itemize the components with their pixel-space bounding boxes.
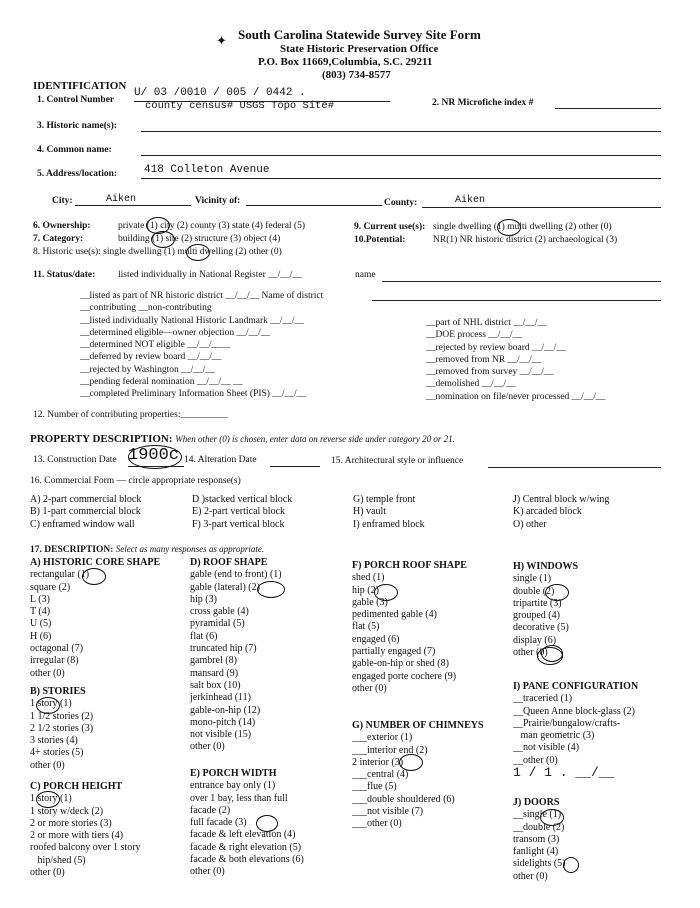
microfiche-label: 2. NR Microfiche index # <box>432 98 534 108</box>
identification-heading: IDENTIFICATION <box>33 80 127 92</box>
control-number-sublabels: county census# USGS Topo Site# <box>145 100 335 112</box>
construction-label: 13. Construction Date <box>33 455 117 465</box>
property-heading: PROPERTY DESCRIPTION: When other (0) is chosen, enter data on reverse side under category 20 or 21. <box>30 433 455 445</box>
city-label: City: <box>52 196 73 206</box>
status-name-label: name <box>355 270 376 280</box>
category-label: 7. Category: <box>33 234 84 244</box>
potential-label: 10.Potential: <box>354 235 406 245</box>
control-number-value[interactable]: U/ 03 /0010 / 005 / 0442 . <box>134 87 306 99</box>
common-name-label: 4. Common name: <box>37 145 112 155</box>
circle-mark <box>256 815 278 832</box>
historic-name-label: 3. Historic name(s): <box>37 121 117 131</box>
historic-use: 8. Historic use(s): single dwelling (1) multi dwelling (2) other (0) <box>33 247 282 257</box>
circle-mark <box>186 244 210 261</box>
potential-options: NR(1) NR historic district (2) archaeological (3) <box>433 235 618 245</box>
circle-mark <box>545 584 569 601</box>
office-phone: (803) 734-8577 <box>322 69 391 81</box>
windows-section: H) WINDOWS single (1) double (2) tripartite (3) grouped (4) decorative (5) display (6) other (0) <box>513 561 579 659</box>
circle-mark <box>36 791 60 808</box>
status-left-list: __listed as part of NR historic district __/__/__ Name of district __contributing __non-contributing __listed individually National Historic Landmark __/__/__ __determined eligible—owner objection __/__/__ __determined NOT eligible __/__/____ __deferred by review board __/__/__ __rejected by Washington __/__/__ __pending federal nomination __/__/__ __ __completed Preliminary Information Sheet (PIS) __/__/__ <box>80 291 324 400</box>
county-value[interactable]: Aiken <box>455 195 486 206</box>
commercial-col-2: D )stacked vertical block E) 2-part vertical block F) 3-part vertical block <box>192 494 293 530</box>
doors-section: J) DOORS __single (1) __double (2) transom (3) fanlight (4) sidelights (5) other (0) <box>513 797 566 882</box>
office-name: State Historic Preservation Office <box>280 43 439 55</box>
office-address: P.O. Box 11669,Columbia, S.C. 29211 <box>258 56 433 68</box>
description-label: 17. DESCRIPTION: Select as many responses as appropriate. <box>30 544 265 555</box>
seal-mark: ✦ <box>216 33 227 48</box>
current-use-label: 9. Current use(s): <box>354 222 426 232</box>
circle-mark <box>151 231 175 248</box>
roof-shape-section: D) ROOF SHAPE gable (end to front) (1) gable (lateral) (2) hip (3) cross gable (4) pyramidal (5) flat (6) truncated hip (7) gambrel (8) mansard (9) salt box (10) jerkinhead (11) gable-on-hip (12) mono-pitch (14) not visible (15) other (0) <box>190 557 282 753</box>
circle-mark <box>257 581 285 598</box>
circle-mark <box>128 445 182 469</box>
vicinity-label: Vicinity of: <box>195 196 241 206</box>
category-options: building (1) site (2) structure (3) object (4) <box>118 234 281 244</box>
county-label: County: <box>384 198 418 208</box>
porch-height-section: C) PORCH HEIGHT 1 story (1) 1 story w/deck (2) 2 or more stories (3) 2 or more with tiers (4) roofed balcony over 1 story hip/shed (5) other (0) <box>30 781 141 879</box>
address-label: 5. Address/location: <box>37 169 118 179</box>
ownership-label: 6. Ownership: <box>33 221 91 231</box>
status-label: 11. Status/date: <box>33 270 96 280</box>
chimneys-section: G) NUMBER OF CHIMNEYS ___exterior (1) ___interior end (2) 2 interior (3) ___central (4) ___flue (5) ___double shouldered (6) ___not visible (7) ___other (0) <box>352 720 484 830</box>
circle-mark <box>537 647 563 665</box>
alteration-label: 14. Alteration Date <box>184 455 257 465</box>
commercial-col-1: A) 2-part commercial block B) 1-part commercial block C) enframed window wall <box>30 494 142 530</box>
control-number-label: 1. Control Number <box>37 95 115 105</box>
city-value[interactable]: Aiken <box>106 194 137 205</box>
status-first: listed individually in National Register __/__/__ <box>118 270 302 280</box>
form-title: South Carolina Statewide Survey Site Form <box>238 27 481 42</box>
commercial-col-4: J) Central block w/wing K) arcaded block O) other <box>513 494 610 530</box>
stories-section: B) STORIES 1 story (1) 1 1/2 stories (2) 2 1/2 stories (3) 3 stories (4) 4+ stories (5) other (0) <box>30 686 94 771</box>
current-use-options: single dwelling (1) multi dwelling (2) other (0) <box>433 222 612 232</box>
historic-core-section: A) HISTORIC CORE SHAPE rectangular (1) square (2) L (3) T (4) U (5) H (6) octagonal (7) irregular (8) other (0) <box>30 557 161 679</box>
porch-width-section: E) PORCH WIDTH entrance bay only (1) over 1 bay, less than full facade (2) full facade (3) facade & left elevation (4) facade & right elevation (5) facade & both elevations (6) other (0) <box>190 768 304 878</box>
commercial-col-3: G) temple front H) vault I) enframed block <box>353 494 425 530</box>
porch-roof-section: F) PORCH ROOF SHAPE shed (1) hip (2) gable (3) pedimented gable (4) flat (5) engaged (6) partially engaged (7) gable-on-hip or shed (8) engaged porte cochere (9) other (0) <box>352 560 467 694</box>
circle-mark <box>540 809 564 826</box>
address-value[interactable]: 418 Colleton Avenue <box>144 164 270 176</box>
ownership-options: private (1) city (2) county (3) state (4) federal (5) <box>118 221 306 231</box>
circle-mark <box>497 219 521 236</box>
circle-mark <box>82 568 106 585</box>
circle-mark <box>374 584 398 601</box>
status-right-list: __part of NHL district __/__/__ __DOE process __/__/__ __rejected by review board __/__/__ __removed from NR __/__/__ __removed from survey __/__/__ __demolished __/__/__ __nomination on file/never processed __/__/__ <box>426 318 606 402</box>
commercial-form-label: 16. Commercial Form — circle appropriate response(s) <box>30 476 241 486</box>
circle-mark <box>563 857 579 873</box>
contributing-properties: 12. Number of contributing properties:__________ <box>33 410 228 420</box>
circle-mark <box>399 754 423 771</box>
construction-value[interactable]: 1900c <box>128 446 180 465</box>
circle-mark <box>36 697 60 714</box>
pane-section: I) PANE CONFIGURATION __traceried (1) __Queen Anne block-glass (2) __Prairie/bungalow/crafts- man geometric (3) __not visible (4) __other (0) 1 / 1 . __/__ <box>513 681 639 781</box>
style-label: 15. Architectural style or influence <box>331 456 464 466</box>
